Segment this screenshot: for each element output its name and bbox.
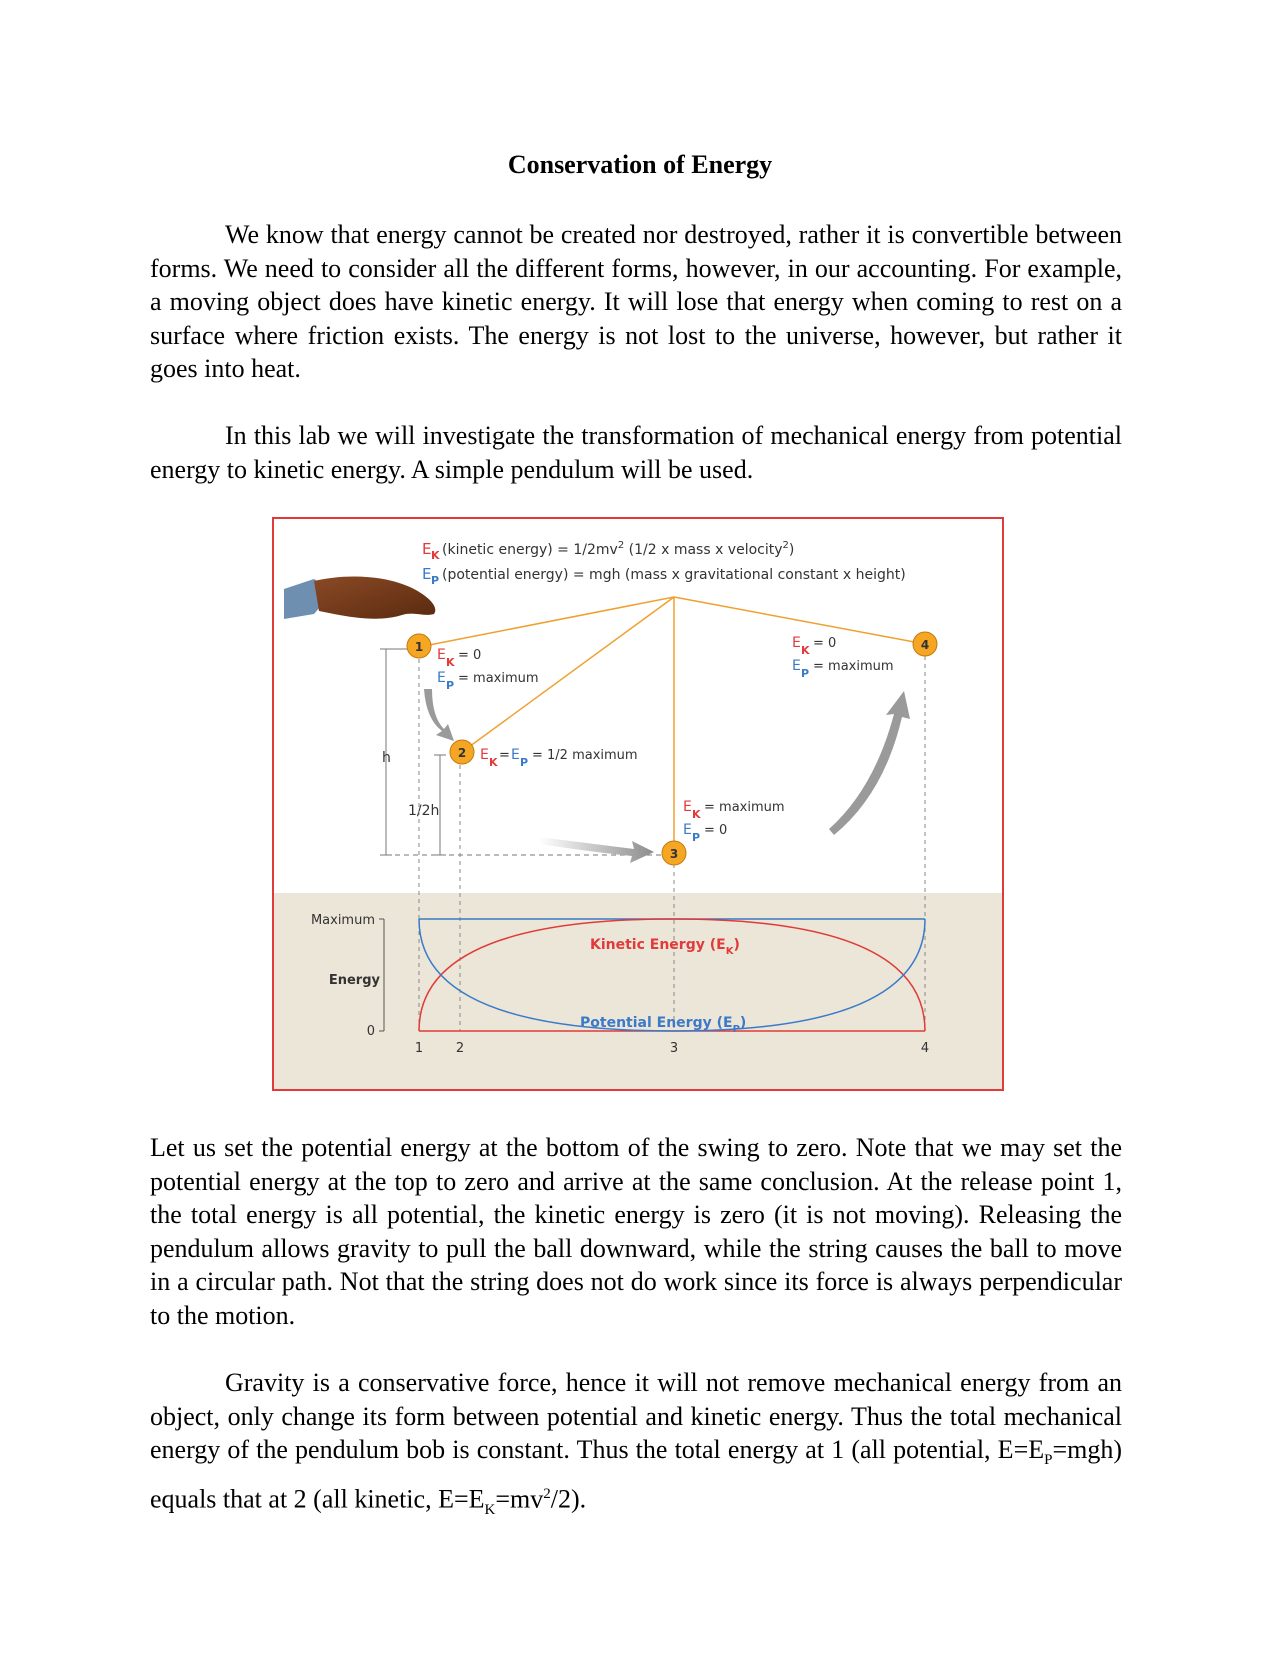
motion-arrows <box>424 689 910 863</box>
ball-label-4: 4 <box>920 638 930 652</box>
svg-text:E: E <box>437 670 446 686</box>
svg-text:E: E <box>683 822 692 838</box>
ball-label-3: 3 <box>669 847 679 861</box>
svg-text:P: P <box>801 667 810 680</box>
paragraph-intro: We know that energy cannot be created nor destroyed, rather it is convertible between forms. We need to consider all the different forms, however, in our accounting. For example, a moving object does have kinetic energy. It will lose that energy when coming to rest on a surface where friction exists. The energy is not lost to the universe, however, but rather it goes into heat. <box>150 220 1122 383</box>
svg-text:K: K <box>692 808 701 821</box>
ball-label-2: 2 <box>457 746 467 760</box>
svg-text:E: E <box>511 747 520 763</box>
legend-ep-symbol: E <box>422 565 432 583</box>
svg-text:P: P <box>692 831 701 844</box>
legend-ep-sub: P <box>431 574 440 587</box>
graph-x-tick-4: 4 <box>920 1041 930 1056</box>
svg-text:P: P <box>446 679 455 692</box>
graph-y-zero-label: 0 <box>366 1024 375 1039</box>
height-half-label: 1/2h <box>408 803 440 819</box>
graph-y-max-label: Maximum <box>310 913 375 928</box>
graph-x-tick-3: 3 <box>669 1041 679 1056</box>
pendulum-diagram <box>274 519 1004 1091</box>
graph-x-tick-2: 2 <box>455 1041 465 1056</box>
svg-text:P: P <box>520 756 529 769</box>
legend-ek-symbol: E <box>422 540 432 558</box>
svg-text:E: E <box>792 658 801 674</box>
p3-ek-value: = maximum <box>704 800 785 815</box>
legend-ep-text: (potential energy) = mgh (mass x gravitational constant x height) <box>442 567 906 583</box>
svg-text:E: E <box>792 635 801 651</box>
kinetic-energy-label: Kinetic Energy $(E_K)$ <box>590 937 740 957</box>
pendulum-energy-figure <box>272 517 1004 1091</box>
svg-text:E: E <box>437 647 446 663</box>
legend-ek-text: (kinetic energy) = 1/2mv <box>442 542 618 558</box>
svg-text:(kinetic energy) = 1/2mv2 (1/2: (kinetic energy) = $1/2mv^2$ (1/2 x mass x velocity$^2$) <box>442 540 795 558</box>
svg-text:K: K <box>446 656 455 669</box>
p4-ep-value: = maximum <box>813 659 894 674</box>
potential-energy-label: Potential Energy $(E_P)$ <box>580 1015 747 1035</box>
height-h-label: h <box>382 750 391 766</box>
hand-illustration <box>284 576 435 619</box>
p4-ek-value: = 0 <box>813 636 837 651</box>
page-title: Conservation of Energy <box>507 150 773 179</box>
graph-y-axis-label: Energy <box>328 973 380 988</box>
svg-text:E: E <box>683 799 692 815</box>
p1-ek-value: = 0 <box>458 648 482 663</box>
svg-text:K: K <box>489 756 498 769</box>
p1-ep-value: = maximum <box>458 671 539 686</box>
legend-ek-sub: K <box>431 549 440 562</box>
ball-label-1: 1 <box>414 640 424 654</box>
paragraph-conclusion: Gravity is a conservative force, hence it will not remove mechanical energy from an object, only change its form between potential and kinetic energy. Thus the total mechanical energy of the pendulum bob is constant. Thus the total energy at 1 (all potential, $E=E_P=mgh$) equals that at 2 (all kinetic, $E=E_K=mv^2/2$). <box>150 1368 1122 1518</box>
svg-text:=: = <box>499 748 510 763</box>
paragraph-explanation: Let us set the potential energy at the bottom of the swing to zero. Note that we may set the potential energy at the top to zero and arrive at the same conclusion. At the release point 1, the total energy is all potential, the kinetic energy is zero (it is not moving). Releasing the pendulum allows gravity to pull the ball downward, while the string causes the ball to move in a circular path. Not that the string does not do work since its force is always perpendicular to the motion. <box>150 1133 1122 1330</box>
p2-value: = 1/2 maximum <box>532 748 638 763</box>
graph-x-tick-1: 1 <box>414 1041 424 1056</box>
svg-text:E: E <box>480 747 489 763</box>
paragraph-lab-purpose: In this lab we will investigate the transformation of mechanical energy from potential energy to kinetic energy. A simple pendulum will be used. <box>150 421 1122 484</box>
p3-ep-value: = 0 <box>704 823 728 838</box>
svg-text:K: K <box>801 644 810 657</box>
